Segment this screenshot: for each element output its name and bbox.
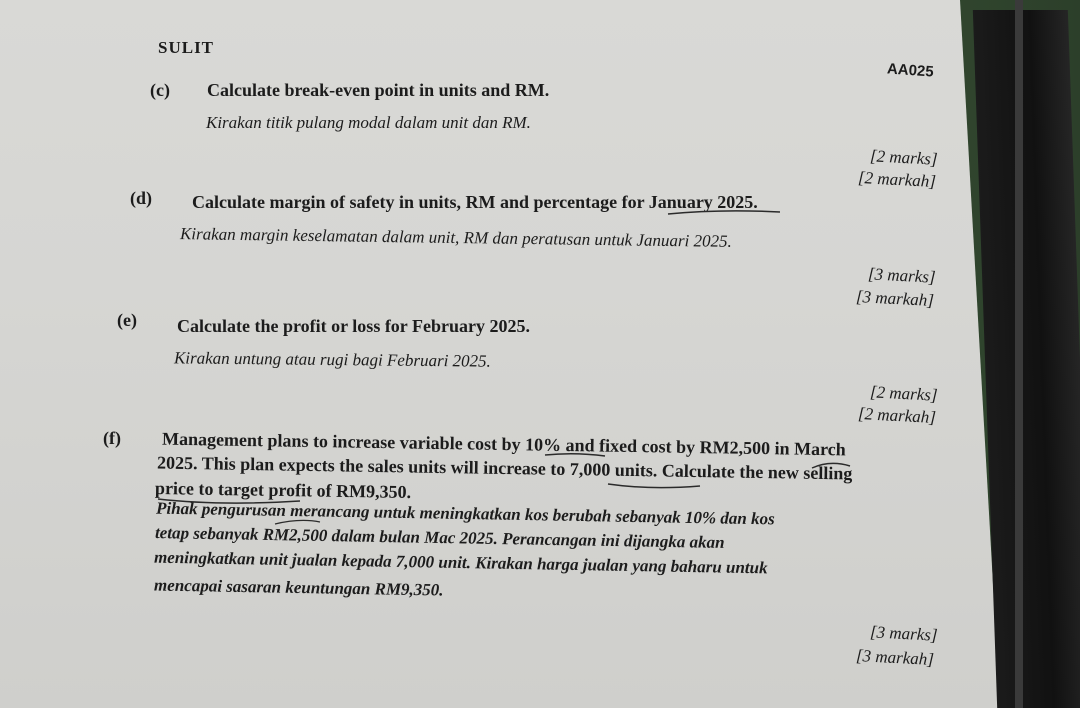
question-e-english: Calculate the profit or loss for February 2025. — [177, 316, 530, 336]
question-f-malay-line3: meningkatkan unit jualan kepada 7,000 unit. Kirakan harga jualan yang baharu untuk — [153, 547, 768, 578]
question-c-english: Calculate break-even point in units and RM. — [207, 80, 550, 100]
question-f-label: (f) — [103, 428, 121, 448]
question-f-marks-en: [3 marks] — [869, 622, 939, 645]
pen-mark-pengurusan — [275, 520, 320, 524]
pen-underline-january — [668, 211, 780, 214]
question-f-english-line3: price to target profit of RM9,350. — [154, 477, 412, 503]
question-d-label: (d) — [130, 188, 152, 208]
question-f-english-line2: 2025. This plan expects the sales units will increase to 7,000 units. Calculate the new selling — [156, 452, 853, 484]
question-f-marks-ms: [3 markah] — [855, 645, 935, 670]
question-d-marks-en: [3 marks] — [867, 264, 937, 287]
question-e-marks-ms: [2 markah] — [857, 403, 937, 428]
question-f-malay-line2: tetap sebanyak RM2,500 dalam bulan Mac 2025. Perancangan ini dijangka akan — [154, 523, 725, 552]
question-e-marks-en: [2 marks] — [869, 382, 939, 405]
question-c-malay: Kirakan titik pulang modal dalam unit dan RM. — [206, 113, 531, 132]
question-e-label: (e) — [117, 310, 137, 330]
header-sulit: SULIT — [158, 38, 215, 57]
pen-mark-calculate — [812, 463, 850, 468]
question-f-english-line1: Management plans to increase variable cost by 10% and fixed cost by RM2,500 in March — [161, 428, 846, 460]
question-f-malay-line1: Pihak pengurusan merancang untuk meningkatkan kos berubah sebanyak 10% dan kos — [155, 498, 775, 529]
pen-underline-ten-percent — [545, 454, 605, 456]
question-c-marks-ms: [2 markah] — [857, 167, 937, 192]
pen-underline-price — [158, 499, 300, 503]
binder-highlight — [1015, 0, 1023, 708]
pen-underline-units — [608, 484, 700, 488]
question-c-marks-en: [2 marks] — [869, 146, 939, 169]
question-e-malay: Kirakan untung atau rugi bagi Februari 2025. — [173, 348, 491, 371]
question-f-malay-line4: mencapai sasaran keuntungan RM9,350. — [153, 575, 444, 600]
question-d-malay: Kirakan margin keselamatan dalam unit, RM dan peratusan untuk Januari 2025. — [179, 224, 732, 251]
question-c-label: (c) — [150, 80, 170, 100]
paper-code: AA025 — [886, 60, 935, 81]
question-d-marks-ms: [3 markah] — [855, 286, 935, 311]
question-d-english: Calculate margin of safety in units, RM and percentage for January 2025. — [192, 192, 758, 212]
